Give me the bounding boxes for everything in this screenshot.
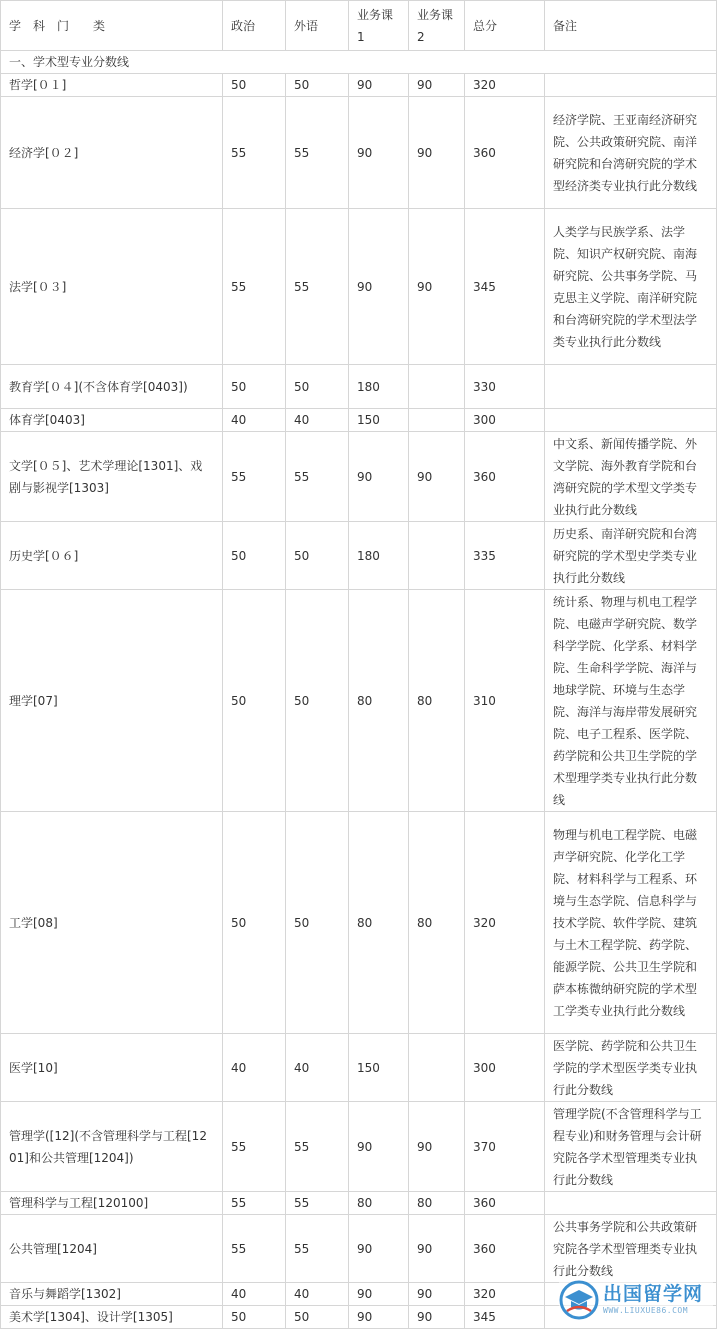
watermark-url: WWW.LIUXUE86.COM	[603, 1306, 689, 1315]
cell-subject: 公共管理[1204]	[1, 1215, 223, 1283]
cell-politics: 55	[223, 1215, 286, 1283]
graduation-cap-logo-icon	[559, 1280, 599, 1320]
cell-course-1: 90	[349, 1102, 409, 1192]
table-row	[1, 365, 717, 409]
cell-total: 300	[465, 1034, 545, 1102]
cell-total: 345	[465, 209, 545, 365]
cell-course-2	[409, 522, 465, 590]
cell-foreign-language: 40	[286, 1283, 349, 1306]
cell-course-2: 90	[409, 97, 465, 209]
cell-note	[545, 409, 717, 432]
table-row	[1, 1215, 717, 1283]
table-row	[1, 74, 717, 97]
cell-course-1: 180	[349, 522, 409, 590]
cell-foreign-language: 55	[286, 97, 349, 209]
cell-note: 物理与机电工程学院、电磁声学研究院、化学化工学院、材料科学与工程系、环境与生态学院、信息科学与技术学院、软件学院、建筑与土木工程学院、药学院、能源学院、公共卫生学院和萨本栋微纳研究院的学术型工学类专业执行此分数线	[545, 812, 717, 1034]
cell-note: 人类学与民族学系、法学院、知识产权研究院、南海研究院、公共事务学院、马克思主义学院、南洋研究院和台湾研究院的学术型法学类专业执行此分数线	[545, 209, 717, 365]
cell-subject: 经济学[０２]	[1, 97, 223, 209]
cell-foreign-language: 50	[286, 590, 349, 812]
cell-note: 经济学院、王亚南经济研究院、公共政策研究院、南洋研究院和台湾研究院的学术型经济类专业执行此分数线	[545, 97, 717, 209]
cell-subject: 管理科学与工程[120100]	[1, 1192, 223, 1215]
cell-total: 360	[465, 1215, 545, 1283]
header-foreign-language: 外语	[286, 1, 349, 51]
cell-course-2: 80	[409, 812, 465, 1034]
cell-politics: 40	[223, 1034, 286, 1102]
cell-subject: 历史学[０６]	[1, 522, 223, 590]
cell-total: 360	[465, 432, 545, 522]
cell-course-1: 90	[349, 1215, 409, 1283]
cell-subject: 美术学[1304]、设计学[1305]	[1, 1306, 223, 1329]
cell-note: 管理学院(不含管理科学与工程专业)和财务管理与会计研究院各学术型管理类专业执行此分数线	[545, 1102, 717, 1192]
cell-total: 300	[465, 409, 545, 432]
header-subject: 学 科 门 类	[1, 1, 223, 51]
cell-course-2	[409, 1034, 465, 1102]
cell-subject: 哲学[０１]	[1, 74, 223, 97]
cell-politics: 50	[223, 522, 286, 590]
cell-total: 345	[465, 1306, 545, 1329]
cell-course-1: 90	[349, 432, 409, 522]
cell-course-1: 90	[349, 74, 409, 97]
table-row	[1, 1034, 717, 1102]
cell-total: 320	[465, 74, 545, 97]
cell-subject: 理学[07]	[1, 590, 223, 812]
cell-subject: 文学[０５]、艺术学理论[1301]、戏剧与影视学[1303]	[1, 432, 223, 522]
cell-course-1: 90	[349, 1306, 409, 1329]
cell-total: 360	[465, 1192, 545, 1215]
table-row	[1, 1192, 717, 1215]
cell-course-1: 80	[349, 590, 409, 812]
cell-foreign-language: 50	[286, 365, 349, 409]
table-row	[1, 209, 717, 365]
cell-politics: 50	[223, 590, 286, 812]
cell-foreign-language: 50	[286, 522, 349, 590]
cell-note	[545, 1192, 717, 1215]
cell-foreign-language: 40	[286, 1034, 349, 1102]
cell-course-1: 150	[349, 409, 409, 432]
cell-course-2: 90	[409, 74, 465, 97]
cell-politics: 50	[223, 1306, 286, 1329]
cell-note	[545, 365, 717, 409]
header-politics: 政治	[223, 1, 286, 51]
cell-note: 中文系、新闻传播学院、外文学院、海外教育学院和台湾研究院的学术型文学类专业执行此分数线	[545, 432, 717, 522]
cell-course-2: 90	[409, 1283, 465, 1306]
cell-total: 335	[465, 522, 545, 590]
watermark-name: 出国留学网	[603, 1283, 704, 1305]
table-row	[1, 409, 717, 432]
header-total: 总分	[465, 1, 545, 51]
cell-course-2: 80	[409, 1192, 465, 1215]
cell-course-2: 90	[409, 209, 465, 365]
cell-course-1: 80	[349, 1192, 409, 1215]
cell-foreign-language: 50	[286, 1306, 349, 1329]
header-note: 备注	[545, 1, 717, 51]
table-row	[1, 590, 717, 812]
cell-total: 370	[465, 1102, 545, 1192]
cell-foreign-language: 55	[286, 1192, 349, 1215]
cell-politics: 55	[223, 97, 286, 209]
section-row	[1, 51, 717, 74]
cell-subject: 工学[08]	[1, 812, 223, 1034]
cell-course-1: 90	[349, 97, 409, 209]
cell-foreign-language: 55	[286, 1215, 349, 1283]
cell-note: 历史系、南洋研究院和台湾研究院的学术型史学类专业执行此分数线	[545, 522, 717, 590]
cell-total: 360	[465, 97, 545, 209]
cell-course-2: 90	[409, 1215, 465, 1283]
cell-subject: 教育学[０４](不含体育学[0403])	[1, 365, 223, 409]
cell-politics: 55	[223, 209, 286, 365]
cell-politics: 40	[223, 1283, 286, 1306]
cell-total: 330	[465, 365, 545, 409]
cell-foreign-language: 50	[286, 812, 349, 1034]
cell-course-2	[409, 409, 465, 432]
cell-politics: 40	[223, 409, 286, 432]
cell-politics: 55	[223, 1192, 286, 1215]
cell-foreign-language: 40	[286, 409, 349, 432]
cell-course-1: 150	[349, 1034, 409, 1102]
cell-note	[545, 74, 717, 97]
cell-foreign-language: 55	[286, 1102, 349, 1192]
cell-course-1: 80	[349, 812, 409, 1034]
cell-foreign-language: 50	[286, 74, 349, 97]
cell-politics: 55	[223, 432, 286, 522]
header-course-2: 业务课2	[409, 1, 465, 51]
cell-foreign-language: 55	[286, 432, 349, 522]
cell-subject: 音乐与舞蹈学[1302]	[1, 1283, 223, 1306]
cell-course-1: 90	[349, 209, 409, 365]
section-title: 一、学术型专业分数线	[1, 51, 717, 74]
table-row	[1, 1102, 717, 1192]
cell-note: 医学院、药学院和公共卫生学院的学术型医学类专业执行此分数线	[545, 1034, 717, 1102]
cell-course-2: 90	[409, 1306, 465, 1329]
table-row	[1, 97, 717, 209]
cell-subject: 体育学[0403]	[1, 409, 223, 432]
cell-course-2: 80	[409, 590, 465, 812]
header-row	[1, 1, 717, 51]
watermark	[559, 1279, 713, 1321]
cell-course-2: 90	[409, 1102, 465, 1192]
cell-total: 320	[465, 812, 545, 1034]
cell-total: 310	[465, 590, 545, 812]
cell-foreign-language: 55	[286, 209, 349, 365]
cell-subject: 管理学([12](不含管理科学与工程[1201]和公共管理[1204])	[1, 1102, 223, 1192]
table-row	[1, 522, 717, 590]
cell-total: 320	[465, 1283, 545, 1306]
cell-subject: 法学[０３]	[1, 209, 223, 365]
cell-course-2	[409, 365, 465, 409]
cell-politics: 55	[223, 1102, 286, 1192]
cell-course-1: 180	[349, 365, 409, 409]
cell-note: 统计系、物理与机电工程学院、电磁声学研究院、数学科学学院、化学系、材料学院、生命科学学院、海洋与地球学院、环境与生态学院、海洋与海岸带发展研究院、电子工程系、医学院、药学院和公共卫生学院的学术型理学类专业执行此分数线	[545, 590, 717, 812]
cell-course-1: 90	[349, 1283, 409, 1306]
cell-politics: 50	[223, 365, 286, 409]
table-row	[1, 812, 717, 1034]
score-table-body	[1, 1, 717, 1329]
table-row	[1, 432, 717, 522]
cell-course-2: 90	[409, 432, 465, 522]
cell-politics: 50	[223, 812, 286, 1034]
cell-subject: 医学[10]	[1, 1034, 223, 1102]
header-course-1: 业务课1	[349, 1, 409, 51]
cell-note: 公共事务学院和公共政策研究院各学术型管理类专业执行此分数线	[545, 1215, 717, 1283]
cell-politics: 50	[223, 74, 286, 97]
